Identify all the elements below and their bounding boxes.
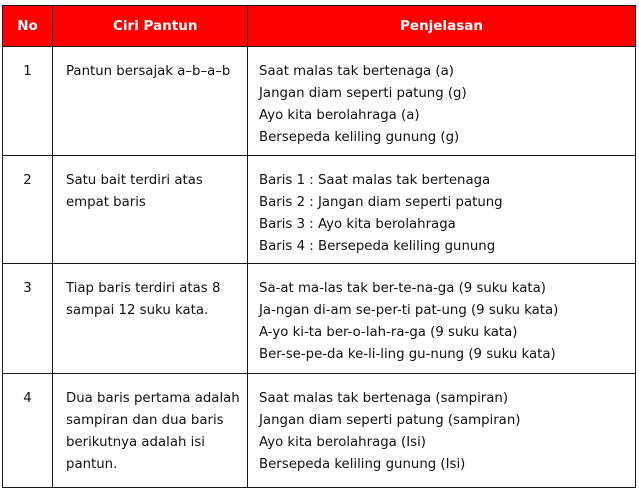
header-no: No <box>3 6 53 47</box>
ciri-text: Satu bait terdiri atas empat baris <box>66 173 203 210</box>
penjelasan-cell <box>248 156 636 264</box>
header-row <box>3 6 636 47</box>
penjelasan-line: Baris 4 : Bersepeda keliling gunung <box>259 239 496 254</box>
penjelasan-line: Ber-se-pe-da ke-li-ling gu-nung (9 suku kata) <box>259 347 556 362</box>
penjelasan-line: Baris 2 : Jangan diam seperti patung <box>259 195 503 210</box>
penjelasan-line: Ayo kita berolahraga (Isi) <box>259 435 426 450</box>
ciri-cell <box>53 47 248 156</box>
penjelasan-line: Baris 1 : Saat malas tak bertenaga <box>259 173 491 188</box>
table-row <box>3 374 636 488</box>
ciri-cell <box>53 374 248 488</box>
penjelasan-line: A-yo ki-ta ber-o-lah-ra-ga (9 suku kata) <box>259 325 518 340</box>
penjelasan-line: Saat malas tak bertenaga (sampiran) <box>259 391 509 406</box>
penjelasan-line: Ayo kita berolahraga (a) <box>259 108 420 123</box>
penjelasan-line: Baris 3 : Ayo kita berolahraga <box>259 217 456 232</box>
ciri-text: Tiap baris terdiri atas 8 sampai 12 suku kata. <box>66 281 221 318</box>
row-number: 4 <box>3 374 53 488</box>
table-header <box>3 6 636 47</box>
ciri-text: Dua baris pertama adalah sampiran dan dua baris berikutnya adalah isi pantun. <box>66 391 240 472</box>
table-row <box>3 47 636 156</box>
penjelasan-line: Bersepeda keliling gunung (g) <box>259 130 460 145</box>
penjelasan-line: Sa-at ma-las tak ber-te-na-ga (9 suku kata) <box>259 281 546 296</box>
header-ciri-pantun: Ciri Pantun <box>53 6 248 47</box>
penjelasan-cell <box>248 47 636 156</box>
ciri-cell <box>53 156 248 264</box>
table-row <box>3 264 636 374</box>
penjelasan-line: Jangan diam seperti patung (g) <box>259 86 467 101</box>
row-number: 2 <box>3 156 53 264</box>
table-body <box>3 47 636 488</box>
header-penjelasan: Penjelasan <box>248 6 636 47</box>
penjelasan-line: Jangan diam seperti patung (sampiran) <box>259 413 521 428</box>
pantun-characteristics-table <box>2 5 636 488</box>
penjelasan-line: Bersepeda keliling gunung (Isi) <box>259 457 466 472</box>
penjelasan-line: Saat malas tak bertenaga (a) <box>259 64 454 79</box>
penjelasan-line: Ja-ngan di-am se-per-ti pat-ung (9 suku kata) <box>259 303 559 318</box>
penjelasan-cell <box>248 264 636 374</box>
row-number: 1 <box>3 47 53 156</box>
penjelasan-cell <box>248 374 636 488</box>
row-number: 3 <box>3 264 53 374</box>
ciri-cell <box>53 264 248 374</box>
table-row <box>3 156 636 264</box>
ciri-text: Pantun bersajak a–b–a–b <box>66 64 231 79</box>
